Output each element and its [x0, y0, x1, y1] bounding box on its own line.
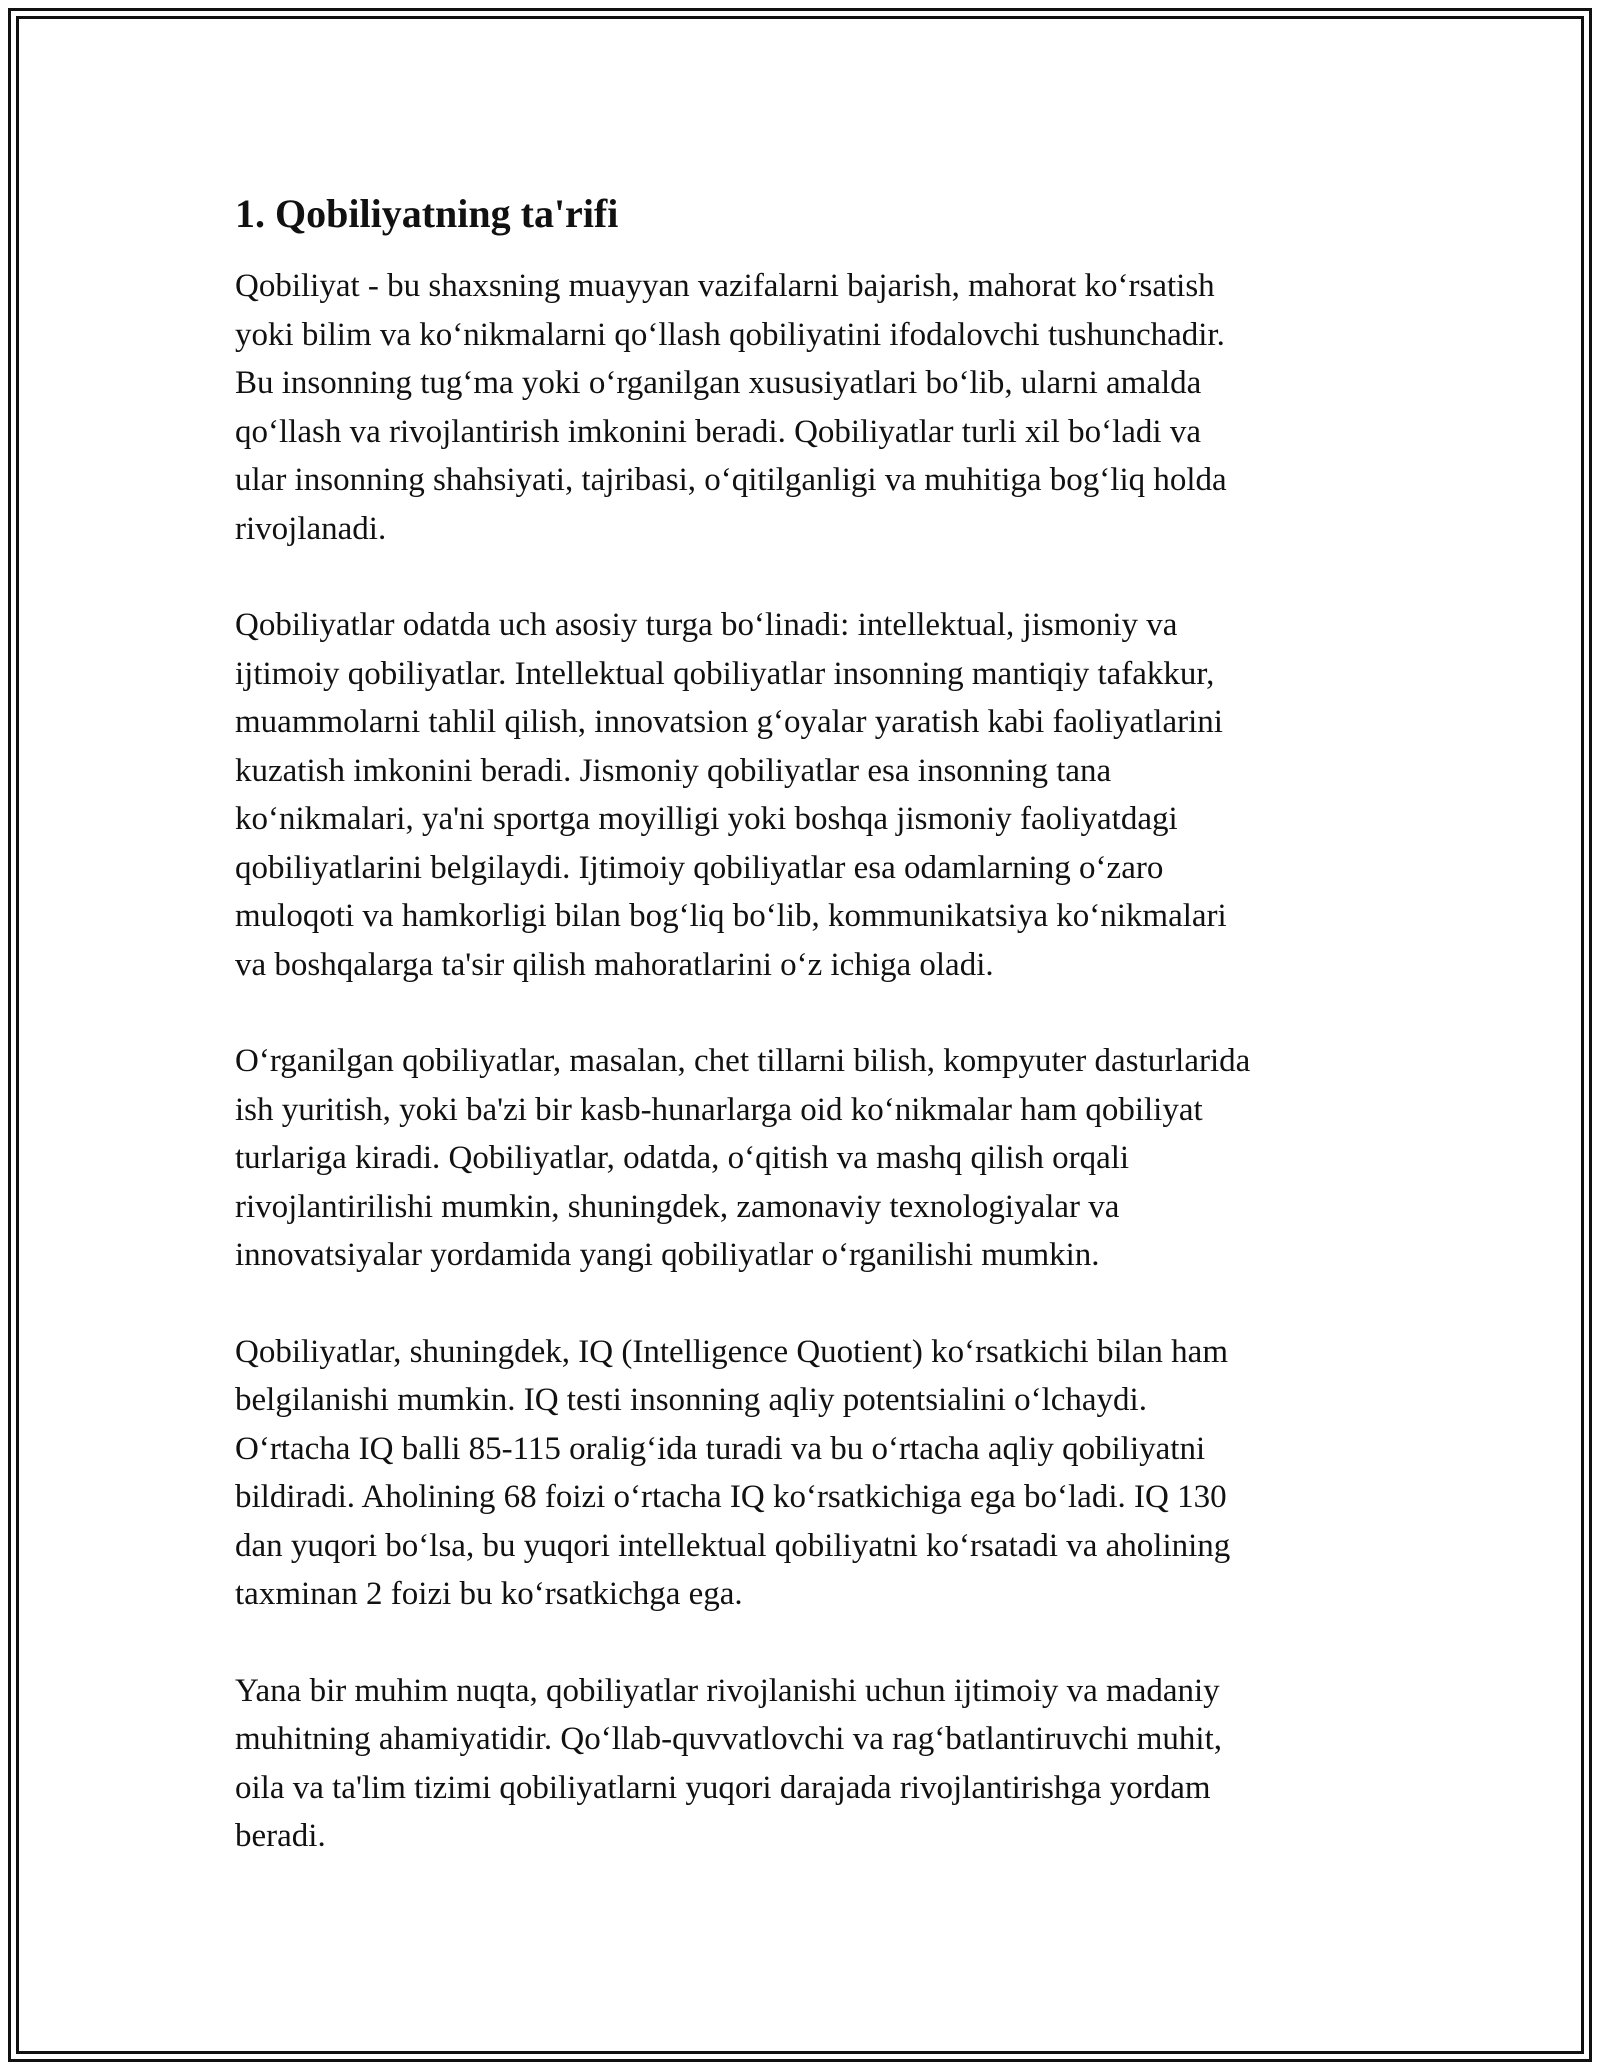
text-line: Yana bir muhim nuqta, qobiliyatlar rivojlanishi uchun ijtimoiy va madaniy — [235, 1672, 1220, 1709]
text-line: innovatsiyalar yordamida yangi qobiliyatlar o‘rganilishi mumkin. — [235, 1237, 1100, 1273]
paragraph-learned-abilities — [235, 1037, 1375, 1280]
text-line: bildiradi. Aholining 68 foizi o‘rtacha IQ ko‘rsatkichiga ega bo‘ladi. IQ 130 — [235, 1479, 1227, 1515]
text-line: O‘rtacha IQ balli 85-115 oralig‘ida turadi va bu o‘rtacha aqliy qobiliyatni — [235, 1430, 1206, 1467]
text-line: kuzatish imkonini beradi. Jismoniy qobiliyatlar esa insonning tana — [235, 752, 1112, 789]
text-line: rivojlanadi. — [235, 510, 387, 547]
text-line: taxminan 2 foizi bu ko‘rsatkichga ega. — [235, 1576, 743, 1612]
text-line: Qobiliyat - bu shaxsning muayyan vazifalarni bajarish, mahorat ko‘rsatish — [235, 268, 1215, 304]
text-line: oila va ta'lim tizimi qobiliyatlarni yuqori darajada rivojlantirishga yordam — [235, 1769, 1211, 1806]
text-line: ijtimoiy qobiliyatlar. Intellektual qobiliyatlar insonning mantiqiy tafakkur, — [235, 655, 1215, 692]
text-line: muhitning ahamiyatidir. Qo‘llab-quvvatlovchi va rag‘batlantiruvchi muhit, — [235, 1721, 1223, 1757]
text-line: O‘rganilgan qobiliyatlar, masalan, chet tillarni bilish, kompyuter dasturlarida — [235, 1043, 1251, 1079]
text-line: qo‘llash va rivojlantirish imkonini beradi. Qobiliyatlar turli xil bo‘ladi va — [235, 413, 1201, 450]
text-line: muloqoti va hamkorligi bilan bog‘liq bo‘lib, kommunikatsiya ko‘nikmalari — [235, 898, 1227, 934]
text-line: rivojlantirilishi mumkin, shuningdek, zamonaviy texnologiyalar va — [235, 1188, 1120, 1225]
paragraph-definition — [235, 262, 1375, 553]
paragraph-iq — [235, 1328, 1375, 1619]
text-line: belgilanishi mumkin. IQ testi insonning aqliy potentsialini o‘lchaydi. — [235, 1382, 1147, 1418]
text-line: ish yuritish, yoki ba'zi bir kasb-hunarlarga oid ko‘nikmalar ham qobiliyat — [235, 1091, 1203, 1128]
paragraph-environment — [235, 1667, 1375, 1861]
text-line: Bu insonning tug‘ma yoki o‘rganilgan xususiyatlari bo‘lib, ularni amalda — [235, 365, 1202, 401]
text-line: ular insonning shahsiyati, tajribasi, o‘qitilganligi va muhitiga bog‘liq holda — [235, 462, 1227, 498]
text-line: va boshqalarga ta'sir qilish mahoratlarini o‘z ichiga oladi. — [235, 946, 994, 983]
text-line: dan yuqori bo‘lsa, bu yuqori intellektual qobiliyatni ko‘rsatadi va aholining — [235, 1527, 1231, 1564]
paragraph-types — [235, 601, 1375, 989]
text-line: qobiliyatlarini belgilaydi. Ijtimoiy qobiliyatlar esa odamlarning o‘zaro — [235, 849, 1164, 886]
document-body — [235, 186, 1375, 1909]
text-line: Qobiliyatlar odatda uch asosiy turga bo‘linadi: intellektual, jismoniy va — [235, 607, 1178, 643]
text-line: yoki bilim va ko‘nikmalarni qo‘llash qobiliyatini ifodalovchi tushunchadir. — [235, 316, 1225, 353]
text-line: Qobiliyatlar, shuningdek, IQ (Intelligence Quotient) ko‘rsatkichi bilan ham — [235, 1333, 1228, 1370]
text-line: muammolarni tahlil qilish, innovatsion g‘oyalar yaratish kabi faoliyatlarini — [235, 704, 1223, 740]
text-line: turlariga kiradi. Qobiliyatlar, odatda, o‘qitish va mashq qilish orqali — [235, 1140, 1130, 1176]
text-line: ko‘nikmalari, ya'ni sportga moyilligi yoki boshqa jismoniy faoliyatdagi — [235, 801, 1178, 837]
text-line: beradi. — [235, 1818, 326, 1854]
section-title: 1. Qobiliyatning ta'rifi — [235, 191, 619, 236]
